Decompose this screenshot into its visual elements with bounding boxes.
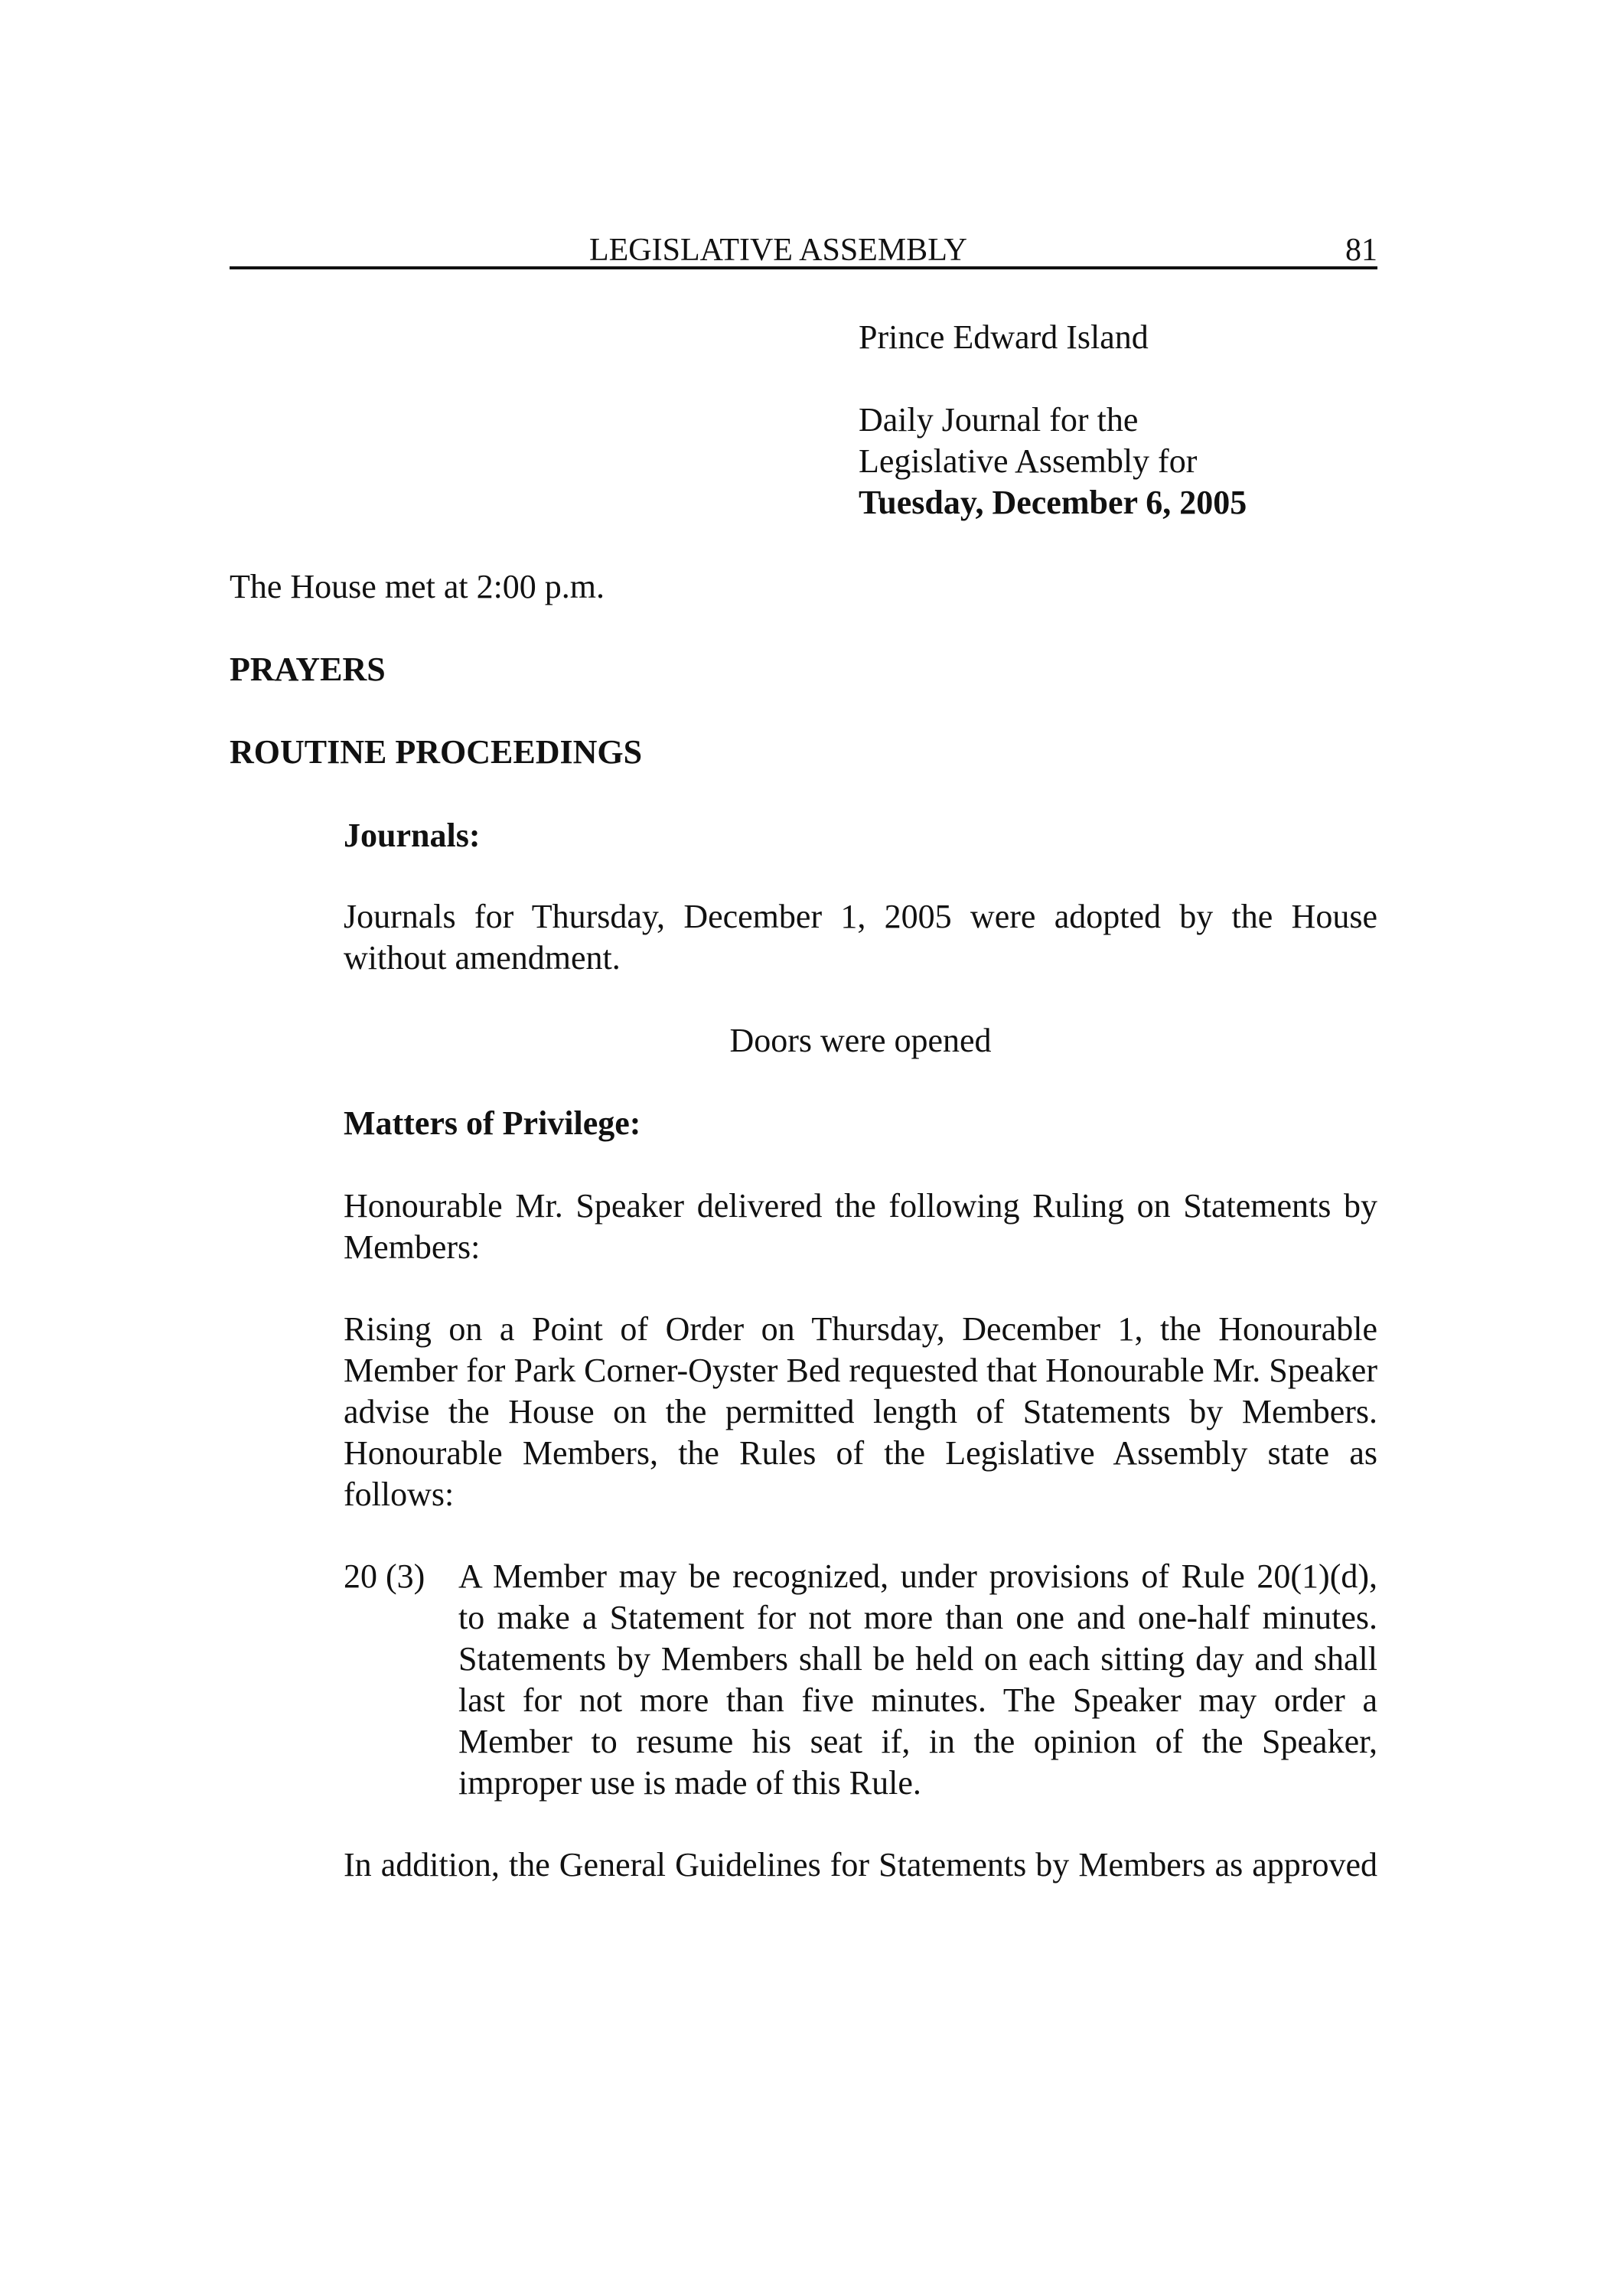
journal-date: Tuesday, December 6, 2005 bbox=[859, 484, 1247, 521]
matters-of-privilege-heading: Matters of Privilege: bbox=[344, 1104, 641, 1142]
header-title: LEGISLATIVE ASSEMBLY bbox=[589, 233, 967, 268]
doors-opened-text: Doors were opened bbox=[729, 1022, 992, 1059]
province-name: Prince Edward Island bbox=[859, 318, 1149, 356]
page-number: 81 bbox=[1345, 233, 1377, 268]
routine-proceedings-heading: ROUTINE PROCEEDINGS bbox=[230, 733, 643, 771]
journal-title-line-1: Daily Journal for the bbox=[859, 401, 1139, 439]
rule-number: 20 (3) bbox=[344, 1557, 425, 1595]
speaker-ruling-intro: Honourable Mr. Speaker delivered the following Ruling on Statements by Members: bbox=[344, 1187, 1377, 1266]
journals-paragraph: Journals for Thursday, December 1, 2005 were adopted by the House without amendment. bbox=[344, 898, 1377, 977]
house-met-text: The House met at 2:00 p.m. bbox=[230, 568, 605, 605]
journals-heading: Journals: bbox=[344, 817, 481, 854]
running-header bbox=[230, 230, 1377, 269]
point-of-order-paragraph: Rising on a Point of Order on Thursday, December 1, the Honourable Member for Park Corner-Oyster Bed requested that Honourable Mr. Speaker advise the House on the permitted length of Statements by Members. Honourable Members, the Rules of the Legislative Assembly state as follows: bbox=[344, 1310, 1377, 1513]
general-guidelines-paragraph: In addition, the General Guidelines for Statements by Members as approved bbox=[344, 1846, 1377, 1883]
prayers-heading: PRAYERS bbox=[230, 651, 386, 688]
rule-text: A Member may be recognized, under provisions of Rule 20(1)(d), to make a Statement for not more than one and one-half minutes. Statements by Members shall be held on each sitting day and shall last for not more than five minutes. The Speaker may order a Member to resume his seat if, in the opinion of the Speaker, improper use is made of this Rule. bbox=[458, 1557, 1377, 1802]
journal-title-line-2: Legislative Assembly for bbox=[859, 442, 1198, 480]
